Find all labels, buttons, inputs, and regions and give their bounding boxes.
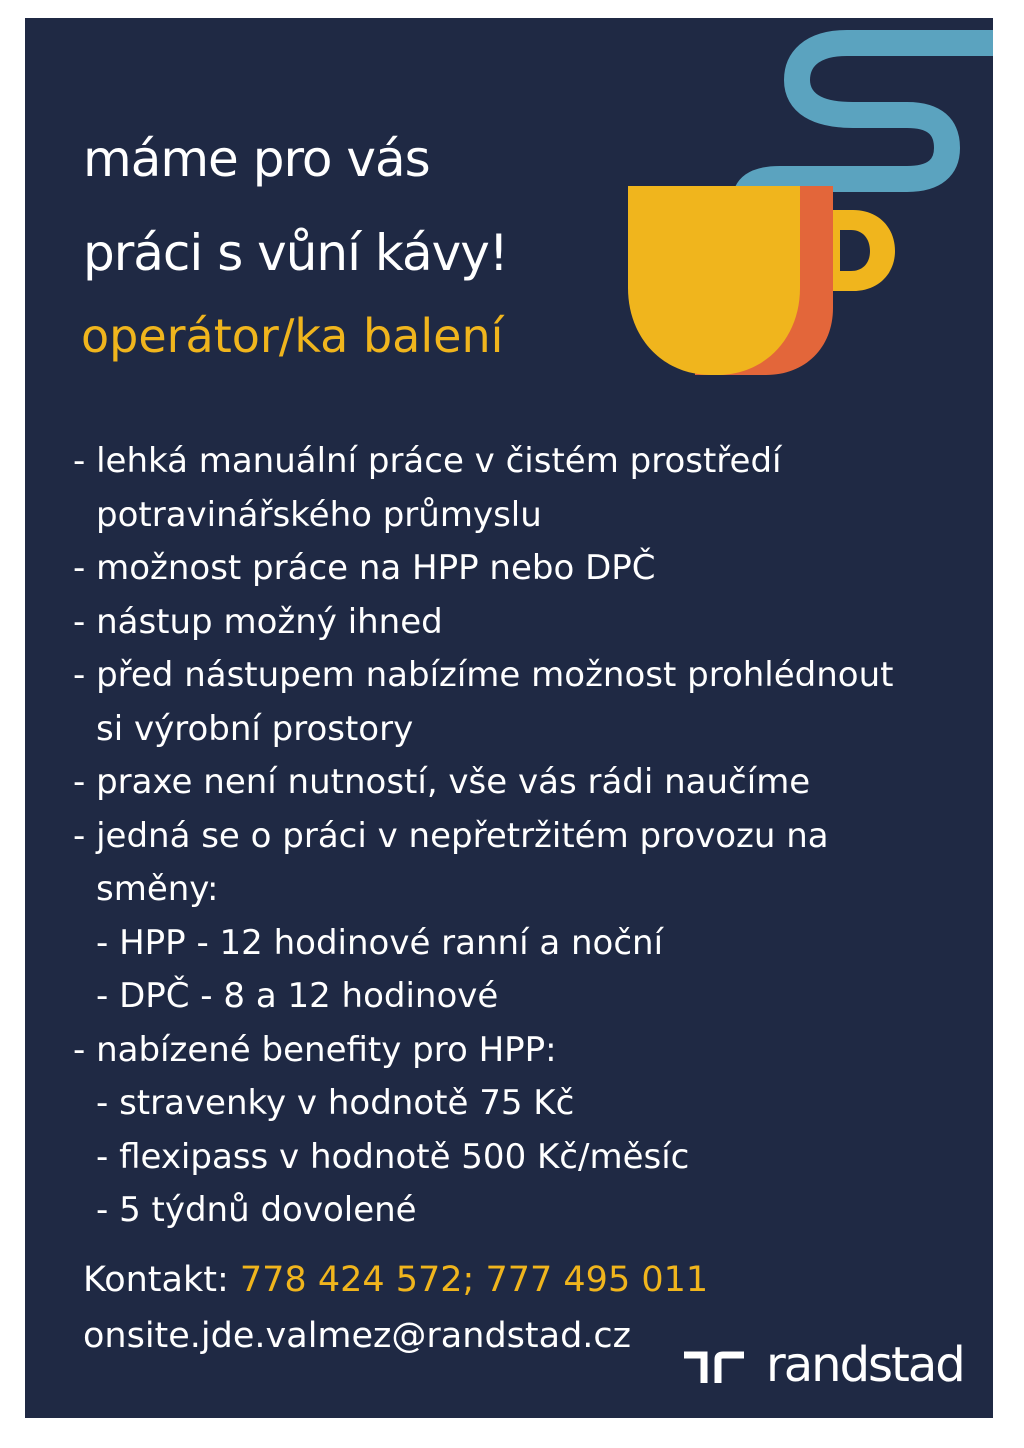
requirements-list (73, 435, 973, 1238)
sub-list-item: - HPP - 12 hodinové ranní a noční (96, 922, 664, 963)
coffee-cup-icon (585, 18, 993, 418)
list-item: - nástup možný ihned (73, 601, 443, 642)
contact-email[interactable]: onsite.jde.valmez@randstad.cz (83, 1316, 632, 1356)
list-item: - praxe není nutností, vše vás rádi naučíme (73, 762, 811, 802)
headline-line-2: práci s vůní kávy! (83, 224, 508, 282)
randstad-logo-icon (682, 1345, 752, 1385)
contact-block (83, 1252, 708, 1364)
brand-name: randstad (766, 1337, 964, 1393)
list-item: - lehká manuální práce v čistém prostředí (73, 441, 782, 481)
phone-numbers[interactable]: 778 424 572; 777 495 011 (239, 1260, 709, 1300)
job-poster (25, 18, 993, 1418)
list-item: - před nástupem nabízíme možnost prohlédnout (73, 655, 894, 695)
list-item: - nabízené benefity pro HPP: (73, 1029, 557, 1070)
sub-list-item: - DPČ - 8 a 12 hodinové (96, 976, 499, 1016)
contact-phones (83, 1252, 708, 1308)
cup-front-icon (628, 186, 800, 375)
list-item-continuation: si výrobní prostory (96, 708, 414, 749)
contact-label: Kontakt: (83, 1260, 240, 1300)
list-item: - možnost práce na HPP nebo DPČ (73, 548, 656, 588)
list-item: - jedná se o práci v nepřetržitém provozu na (73, 815, 829, 856)
steam-icon (745, 43, 993, 203)
list-item-continuation: směny: (96, 869, 219, 909)
cup-handle-icon (833, 210, 895, 291)
job-title: operátor/ka balení (81, 309, 504, 363)
sub-list-item: - stravenky v hodnotě 75 Kč (96, 1083, 575, 1123)
randstad-logo (682, 1337, 964, 1393)
list-item-continuation: potravinářského průmyslu (96, 494, 542, 535)
headline-line-1: máme pro vás (83, 130, 430, 188)
sub-list-item: - 5 týdnů dovolené (96, 1190, 417, 1230)
headline (83, 112, 508, 300)
sub-list-item: - flexipass v hodnotě 500 Kč/měsíc (96, 1136, 690, 1177)
